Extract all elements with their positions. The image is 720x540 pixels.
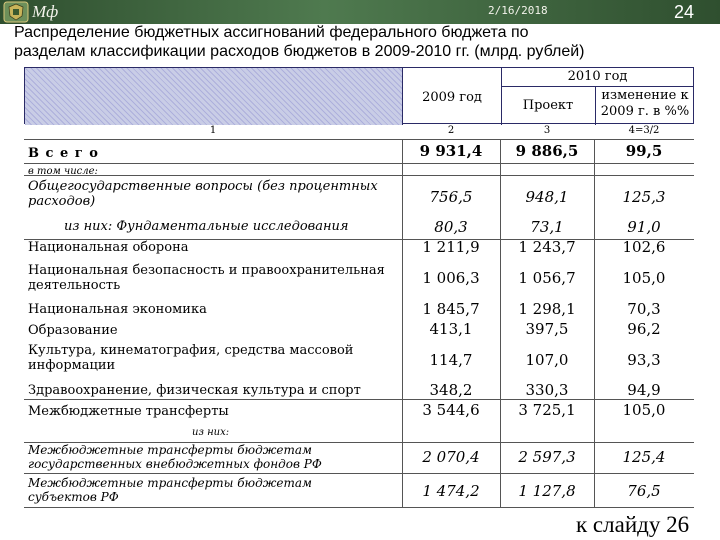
funds-2009: 2 070,4 [422, 448, 480, 466]
total-change: 99,5 [625, 142, 663, 160]
col-header-2010: 2010 год [567, 69, 628, 84]
education-2010: 397,5 [525, 320, 569, 338]
top-bar [0, 0, 720, 24]
defense-change: 102,6 [622, 238, 666, 256]
research-2009: 80,3 [434, 218, 468, 236]
row-label-transfers: Межбюджетные трансферты [28, 404, 229, 419]
economy-2009: 1 845,7 [422, 300, 480, 318]
culture-2009: 114,7 [429, 351, 473, 369]
general-change: 125,3 [622, 188, 666, 206]
culture-change: 93,3 [627, 351, 661, 369]
in-number-label: в том числе: [28, 166, 98, 177]
defense-2009: 1 211,9 [422, 238, 480, 256]
security-2010: 1 056,7 [518, 269, 576, 287]
row-label-education: Образование [28, 323, 118, 338]
economy-2010: 1 298,1 [518, 300, 576, 318]
security-2009: 1 006,3 [422, 269, 480, 287]
health-change: 94,9 [627, 381, 661, 399]
row-label-general: Общегосударственные вопросы (без процентных расходов) [28, 179, 378, 209]
row-label-regions: Межбюджетные трансферты бюджетам субъектов РФ [28, 476, 312, 504]
row-label-health: Здравоохранение, физическая культура и спорт [28, 383, 361, 398]
transfers-2009: 3 544,6 [422, 401, 480, 419]
slide-reference: к слайду 26 [576, 512, 690, 537]
funds-2010: 2 597,3 [518, 448, 576, 466]
row-label-of-them: из них: [192, 427, 230, 438]
education-2009: 413,1 [429, 320, 473, 338]
row-label-defense: Национальная оборона [28, 240, 189, 255]
health-2010: 330,3 [525, 381, 569, 399]
page-number: 24 [674, 2, 695, 22]
column-numbers-row [24, 125, 694, 139]
table-header [24, 67, 694, 124]
row-label-funds: Межбюджетные трансферты бюджетам государственных внебюджетных фондов РФ [28, 443, 322, 471]
title-line-2: разделам классификации расходов бюджетов в 2009-2010 гг. (млрд. рублей) [14, 43, 585, 60]
col-number-3: 3 [543, 125, 551, 136]
col-header-2009: 2009 год [422, 90, 482, 105]
slide-date: 2/16/2018 [488, 4, 548, 17]
general-2010: 948,1 [525, 188, 569, 206]
total-2009: 9 931,4 [419, 142, 483, 160]
col-number-2: 2 [447, 125, 455, 136]
education-change: 96,2 [627, 320, 661, 338]
culture-2010: 107,0 [525, 351, 569, 369]
header-pattern [25, 68, 403, 125]
brand-text: Мф [32, 2, 59, 21]
row-label-economy: Национальная экономика [28, 302, 207, 317]
title-line-1: Распределение бюджетных ассигнований федерального бюджета по [14, 24, 529, 41]
page-title [14, 23, 714, 61]
row-label-security: Национальная безопасность и правоохранительная деятельность [28, 263, 385, 293]
security-change: 105,0 [622, 269, 666, 287]
col-header-project: Проект [522, 98, 574, 113]
regions-2009: 1 474,2 [422, 482, 480, 500]
general-2009: 756,5 [429, 188, 473, 206]
transfers-2010: 3 725,1 [518, 401, 576, 419]
economy-change: 70,3 [627, 300, 661, 318]
research-change: 91,0 [627, 218, 661, 236]
regions-change: 76,5 [627, 482, 661, 500]
health-2009: 348,2 [429, 381, 473, 399]
row-label-research: из них: Фундаментальные исследования [64, 219, 349, 234]
col-number-1: 1 [209, 125, 217, 136]
transfers-change: 105,0 [622, 401, 666, 419]
total-label: В с е г о [28, 146, 99, 161]
col-number-4: 4=3/2 [628, 125, 660, 136]
col-header-change: изменение к 2009 г. в %% [600, 88, 690, 119]
regions-2010: 1 127,8 [518, 482, 576, 500]
defense-2010: 1 243,7 [518, 238, 576, 256]
total-2010: 9 886,5 [515, 142, 579, 160]
research-2010: 73,1 [530, 218, 564, 236]
emblem-icon [3, 1, 29, 23]
funds-change: 125,4 [622, 448, 666, 466]
row-label-culture: Культура, кинематография, средства массовой информации [28, 343, 354, 373]
